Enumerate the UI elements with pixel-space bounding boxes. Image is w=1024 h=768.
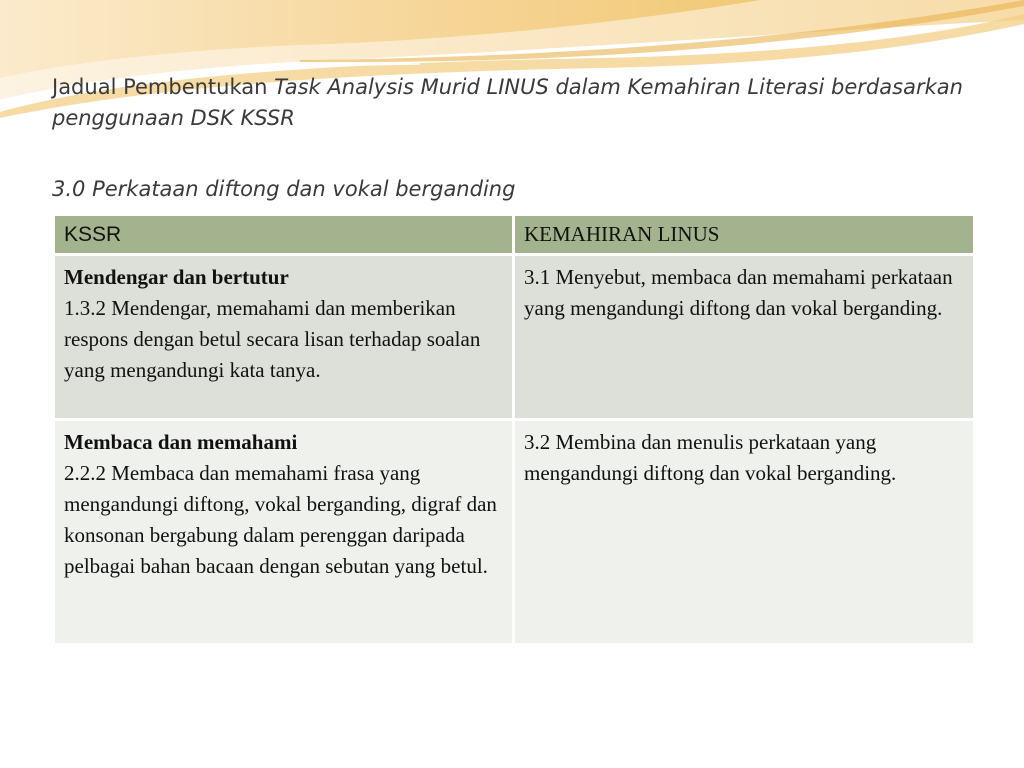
slide-title <box>52 72 982 134</box>
kssr-skill-description: 1.3.2 Mendengar, memahami dan memberikan respons dengan betul secara lisan terhadap soalan yang mengandungi kata tanya. <box>64 296 481 382</box>
slide-subtitle: 3.0 Perkataan diftong dan vokal berganding <box>52 177 516 201</box>
task-analysis-table <box>52 213 976 646</box>
slide-title-normal: Jadual Pembentukan <box>52 75 275 99</box>
kssr-skill-title: Mendengar dan bertutur <box>64 265 289 289</box>
linus-cell: 3.1 Menyebut, membaca dan memahami perkataan yang mengandungi diftong dan vokal berganding. <box>514 255 975 420</box>
kssr-cell <box>54 420 514 645</box>
table-row <box>54 255 975 420</box>
kssr-skill-description: 2.2.2 Membaca dan memahami frasa yang mengandungi diftong, vokal berganding, digraf dan konsonan bergabung dalam perenggan daripada pelbagai bahan bacaan dengan sebutan yang betul. <box>64 461 497 578</box>
header-kssr: KSSR <box>54 215 514 255</box>
kssr-cell <box>54 255 514 420</box>
kssr-skill-title: Membaca dan memahami <box>64 430 298 454</box>
slide-title-italic: Task Analysis Murid LINUS dalam Kemahiran Literasi berdasarkan penggunaan DSK KSSR <box>52 75 963 130</box>
header-kemahiran-linus: KEMAHIRAN LINUS <box>514 215 975 255</box>
table-row <box>54 420 975 645</box>
table-header-row <box>54 215 975 255</box>
linus-cell: 3.2 Membina dan menulis perkataan yang mengandungi diftong dan vokal berganding. <box>514 420 975 645</box>
